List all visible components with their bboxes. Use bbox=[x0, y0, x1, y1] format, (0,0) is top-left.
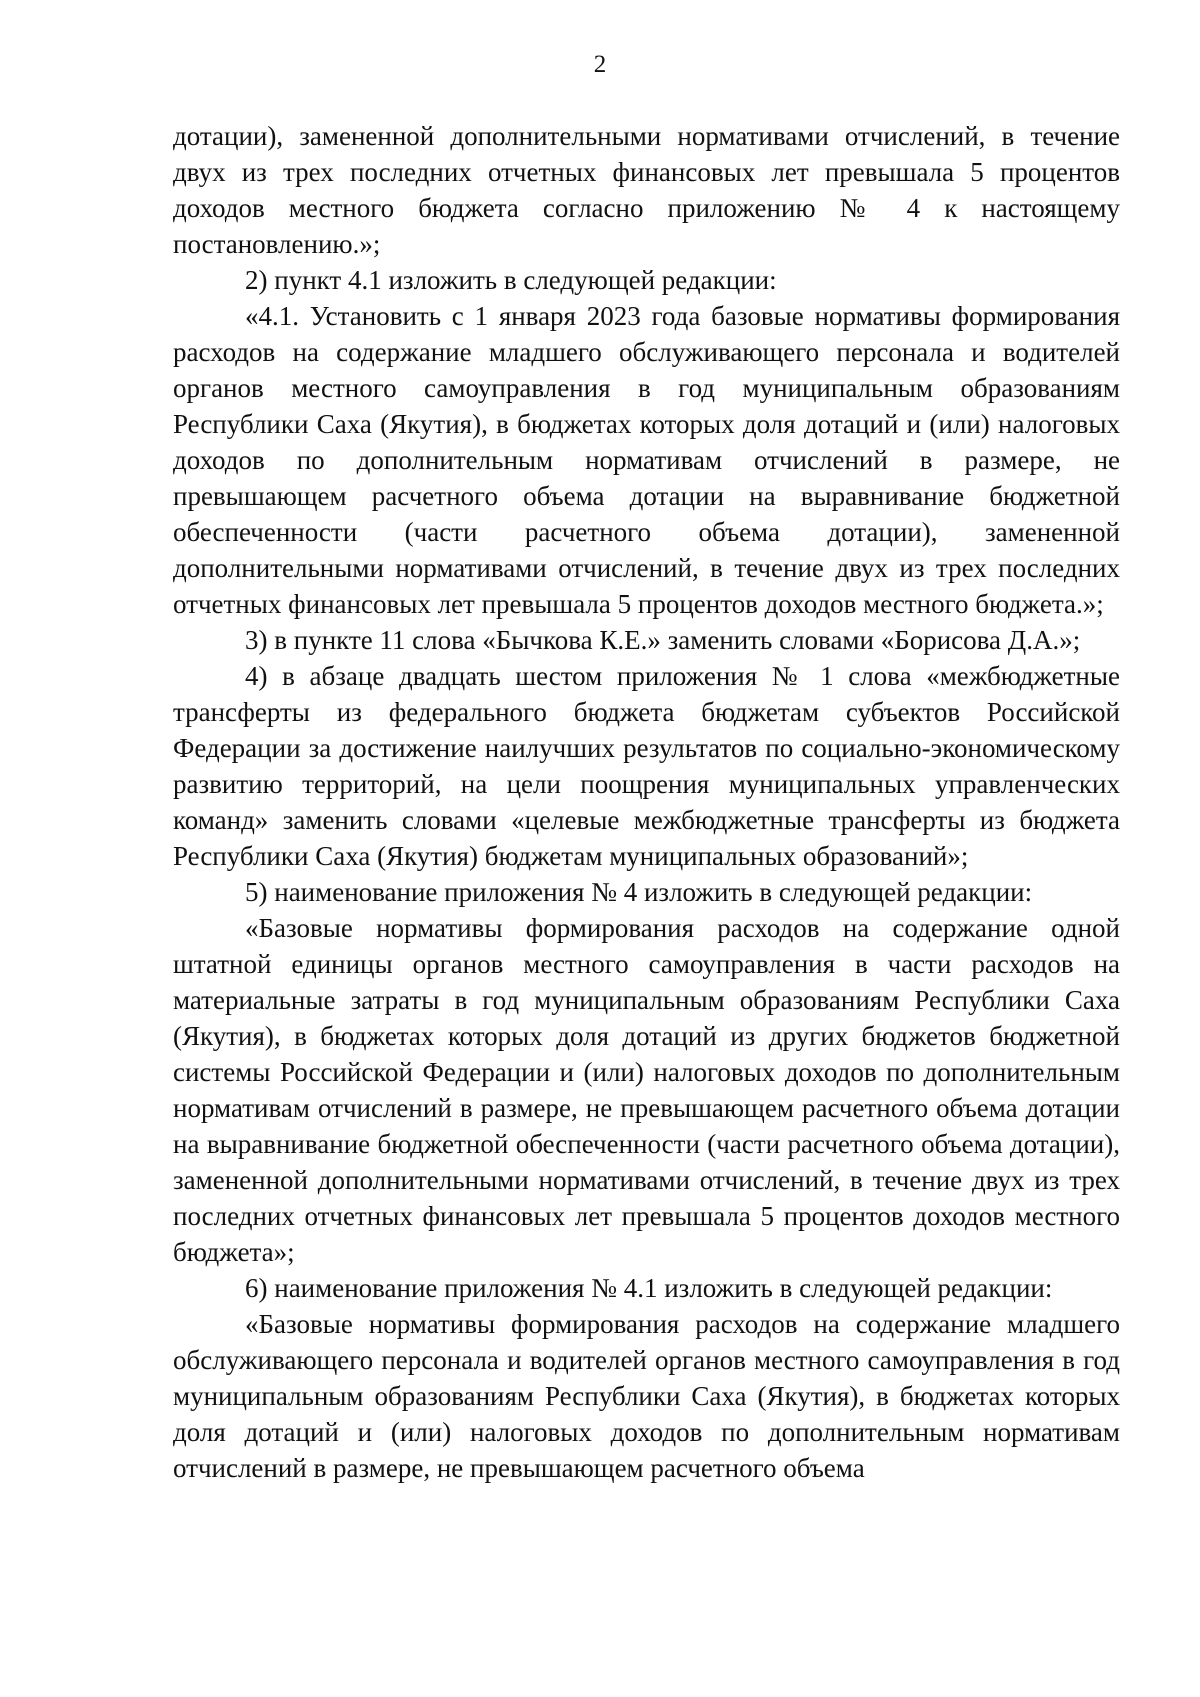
page-number: 2 bbox=[593, 51, 607, 78]
paragraph-item-5-text: «Базовые нормативы формирования расходов на содержание одной штатной единицы органов местного самоуправления в части расходов на материальные затраты в год муниципальным образованиям Республики Саха (Якутия), в бюджетах которых доля дотаций из других бюджетов бюджетной системы Российской Федерации и (или) налоговых доходов по дополнительным нормативам отчислений в размере, не превышающем расчетного объема дотации на выравнивание бюджетной обеспеченности (части расчетного объема дотации), замененной дополнительными нормативами отчислений, в течение двух из трех последних отчетных финансовых лет превышала 5 процентов доходов местного бюджета»; bbox=[173, 913, 1120, 1267]
paragraph-item-3: 3) в пункте 11 слова «Бычкова К.Е.» заменить словами «Борисова Д.А.»; bbox=[245, 625, 1081, 655]
paragraph-item-4: 4) в абзаце двадцать шестом приложения № 1 слова «межбюджетные трансферты из федерального бюджета бюджетам субъектов Российской Федерации за достижение наилучших результатов по социально-экономическому развитию территорий, на цели поощрения муниципальных управленческих команд» заменить словами «целевые межбюджетные трансферты из бюджета Республики Саха (Якутия) бюджетам муниципальных образований»; bbox=[173, 661, 1120, 871]
paragraph-continuation: дотации), замененной дополнительными нормативами отчислений, в течение двух из трех последних отчетных финансовых лет превышала 5 процентов доходов местного бюджета согласно приложению № 4 к настоящему постановлению.»; bbox=[173, 121, 1120, 259]
document-body bbox=[173, 118, 1120, 1486]
paragraph-item-2-text: «4.1. Установить с 1 января 2023 года базовые нормативы формирования расходов на содержание младшего обслуживающего персонала и водителей органов местного самоуправления в год муниципальным образованиям Республики Саха (Якутия), в бюджетах которых доля дотаций и (или) налоговых доходов по дополнительным нормативам отчислений в размере, не превышающем расчетного объема дотации на выравнивание бюджетной обеспеченности (части расчетного объема дотации), замененной дополнительными нормативами отчислений, в течение двух из трех последних отчетных финансовых лет превышала 5 процентов доходов местного бюджета.»; bbox=[173, 301, 1120, 619]
paragraph-item-2: 2) пункт 4.1 изложить в следующей редакции: bbox=[245, 265, 777, 295]
paragraph-item-6: 6) наименование приложения № 4.1 изложить в следующей редакции: bbox=[245, 1273, 1053, 1303]
paragraph-item-5: 5) наименование приложения № 4 изложить в следующей редакции: bbox=[245, 877, 1033, 907]
paragraph-item-6-text: «Базовые нормативы формирования расходов на содержание младшего обслуживающего персонала и водителей органов местного самоуправления в год муниципальным образованиям Республики Саха (Якутия), в бюджетах которых доля дотаций и (или) налоговых доходов по дополнительным нормативам отчислений в размере, не превышающем расчетного объема bbox=[173, 1309, 1120, 1483]
